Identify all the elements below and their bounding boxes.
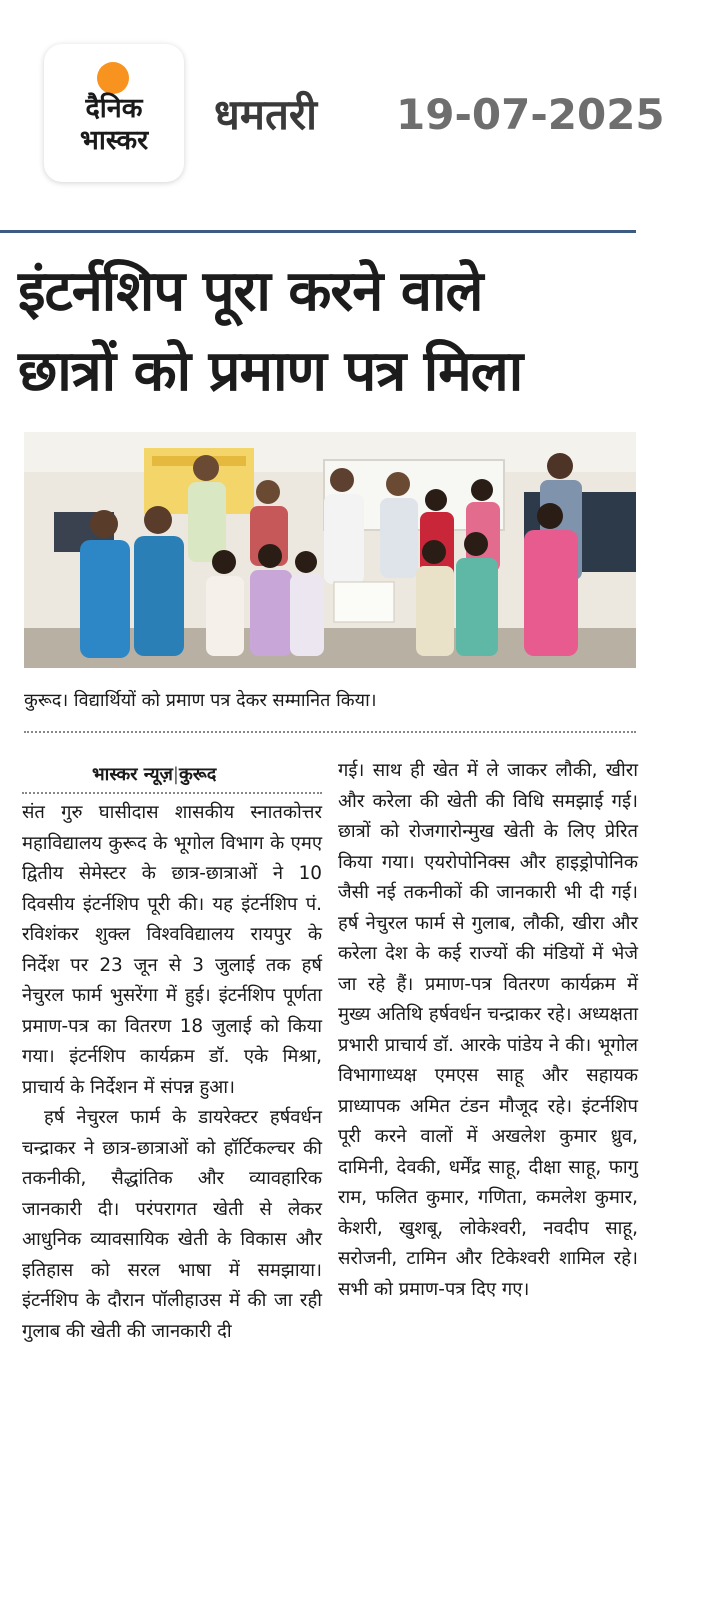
byline-source: भास्कर न्यूज़ [92,764,173,785]
logo-text-line2: भास्कर [79,125,149,156]
caption-divider [24,731,636,733]
article-headline [18,252,636,412]
header-divider [0,230,636,233]
logo-text-line1: दैनिक [85,93,143,124]
edition-date: 19-07-2025 [396,90,665,139]
dainik-bhaskar-logo [44,44,184,182]
sun-icon [97,62,129,94]
byline-place: कुरूद [178,764,217,785]
edition-name: धमतरी [214,90,317,139]
article-paragraph-3: गई। साथ ही खेत में ले जाकर लौकी, खीरा और करेला की खेती की विधि समझाई गई। छात्रों को रोजगारोन्मुख खेती के लिए प्रेरित किया गया। एयरोपोनिक्स और हाइड्रोपोनिक जैसी नई तकनीकों की जानकारी भी दी गई। हर्ष नेचुरल फार्म से गुलाब, लौकी, खीरा और करेला देश के कई राज्यों की मंडियों में भेजे जा रहे हैं। प्रमाण-पत्र वितरण कार्यक्रम में मुख्य अतिथि हर्षवर्धन चन्द्राकर रहे। अध्यक्षता प्रभारी प्राचार्य डॉ. आरके पांडेय ने की। भूगोल विभागाध्यक्ष एमएस साहू और सहायक प्राध्यापक अमित टंडन मौजूद रहे। इंटर्नशिप पूरी करने वालों में अखलेश कुमार ध्रुव, दामिनी, देवकी, धर्मेंद्र साहू, दीक्षा साहू, फागु राम, फलित कुमार, गणिता, कमलेश कुमार, केशरी, खुशबू, लोकेश्वरी, नवदीप साहू, सरोजनी, टामिन और टिकेश्वरी शामिल रहे। सभी को प्रमाण-पत्र दिए गए। [338,760,639,1300]
article-column-left [22,758,322,1347]
group-photo [24,432,636,668]
article-paragraph-1: संत गुरु घासीदास शासकीय स्नातकोत्तर महाविद्यालय कुरूद के भूगोल विभाग के एमए द्वितीय सेमेस्टर के छात्र-छात्राओं ने 10 दिवसीय इंटर्नशिप पूरी की। यह इंटर्नशिप पं. रविशंकर शुक्ल विश्वविद्यालय रायपुर के निर्देश पर 23 जून से 3 जुलाई तक हर्ष नेचुरल फार्म भुसरेंगा में हुई। इंटर्नशिप पूर्णता प्रमाण-पत्र का वितरण 18 जुलाई को किया गया। इंटर्नशिप कार्यक्रम डॉ. एके मिश्रा, प्राचार्य के निर्देशन में संपन्न हुआ। [22,802,322,1098]
headline-line-2: छात्रों को प्रमाण पत्र मिला [18,339,523,404]
byline-separator: | [172,764,179,785]
headline-line-1: इंटर्नशिप पूरा करने वाले [18,259,483,324]
byline [22,758,322,794]
article-paragraph-2: हर्ष नेचुरल फार्म के डायरेक्टर हर्षवर्धन चन्द्राकर ने छात्र-छात्राओं को हॉर्टिकल्चर की तकनीकी, सैद्धांतिक और व्यावहारिक जानकारी दी। परंपरागत खेती से लेकर आधुनिक व्यावसायिक खेती के विकास और इतिहास को सरल भाषा में समझाया। इंटर्नशिप के दौरान पॉलीहाउस में की जा रही गुलाब की खेती की जानकारी दी [22,1107,322,1342]
group-photo-illustration [24,432,636,668]
article-column-right [338,756,638,1305]
page-header [0,0,711,230]
photo-caption: कुरूद। विद्यार्थियों को प्रमाण पत्र देकर सम्मानित किया। [24,690,377,711]
